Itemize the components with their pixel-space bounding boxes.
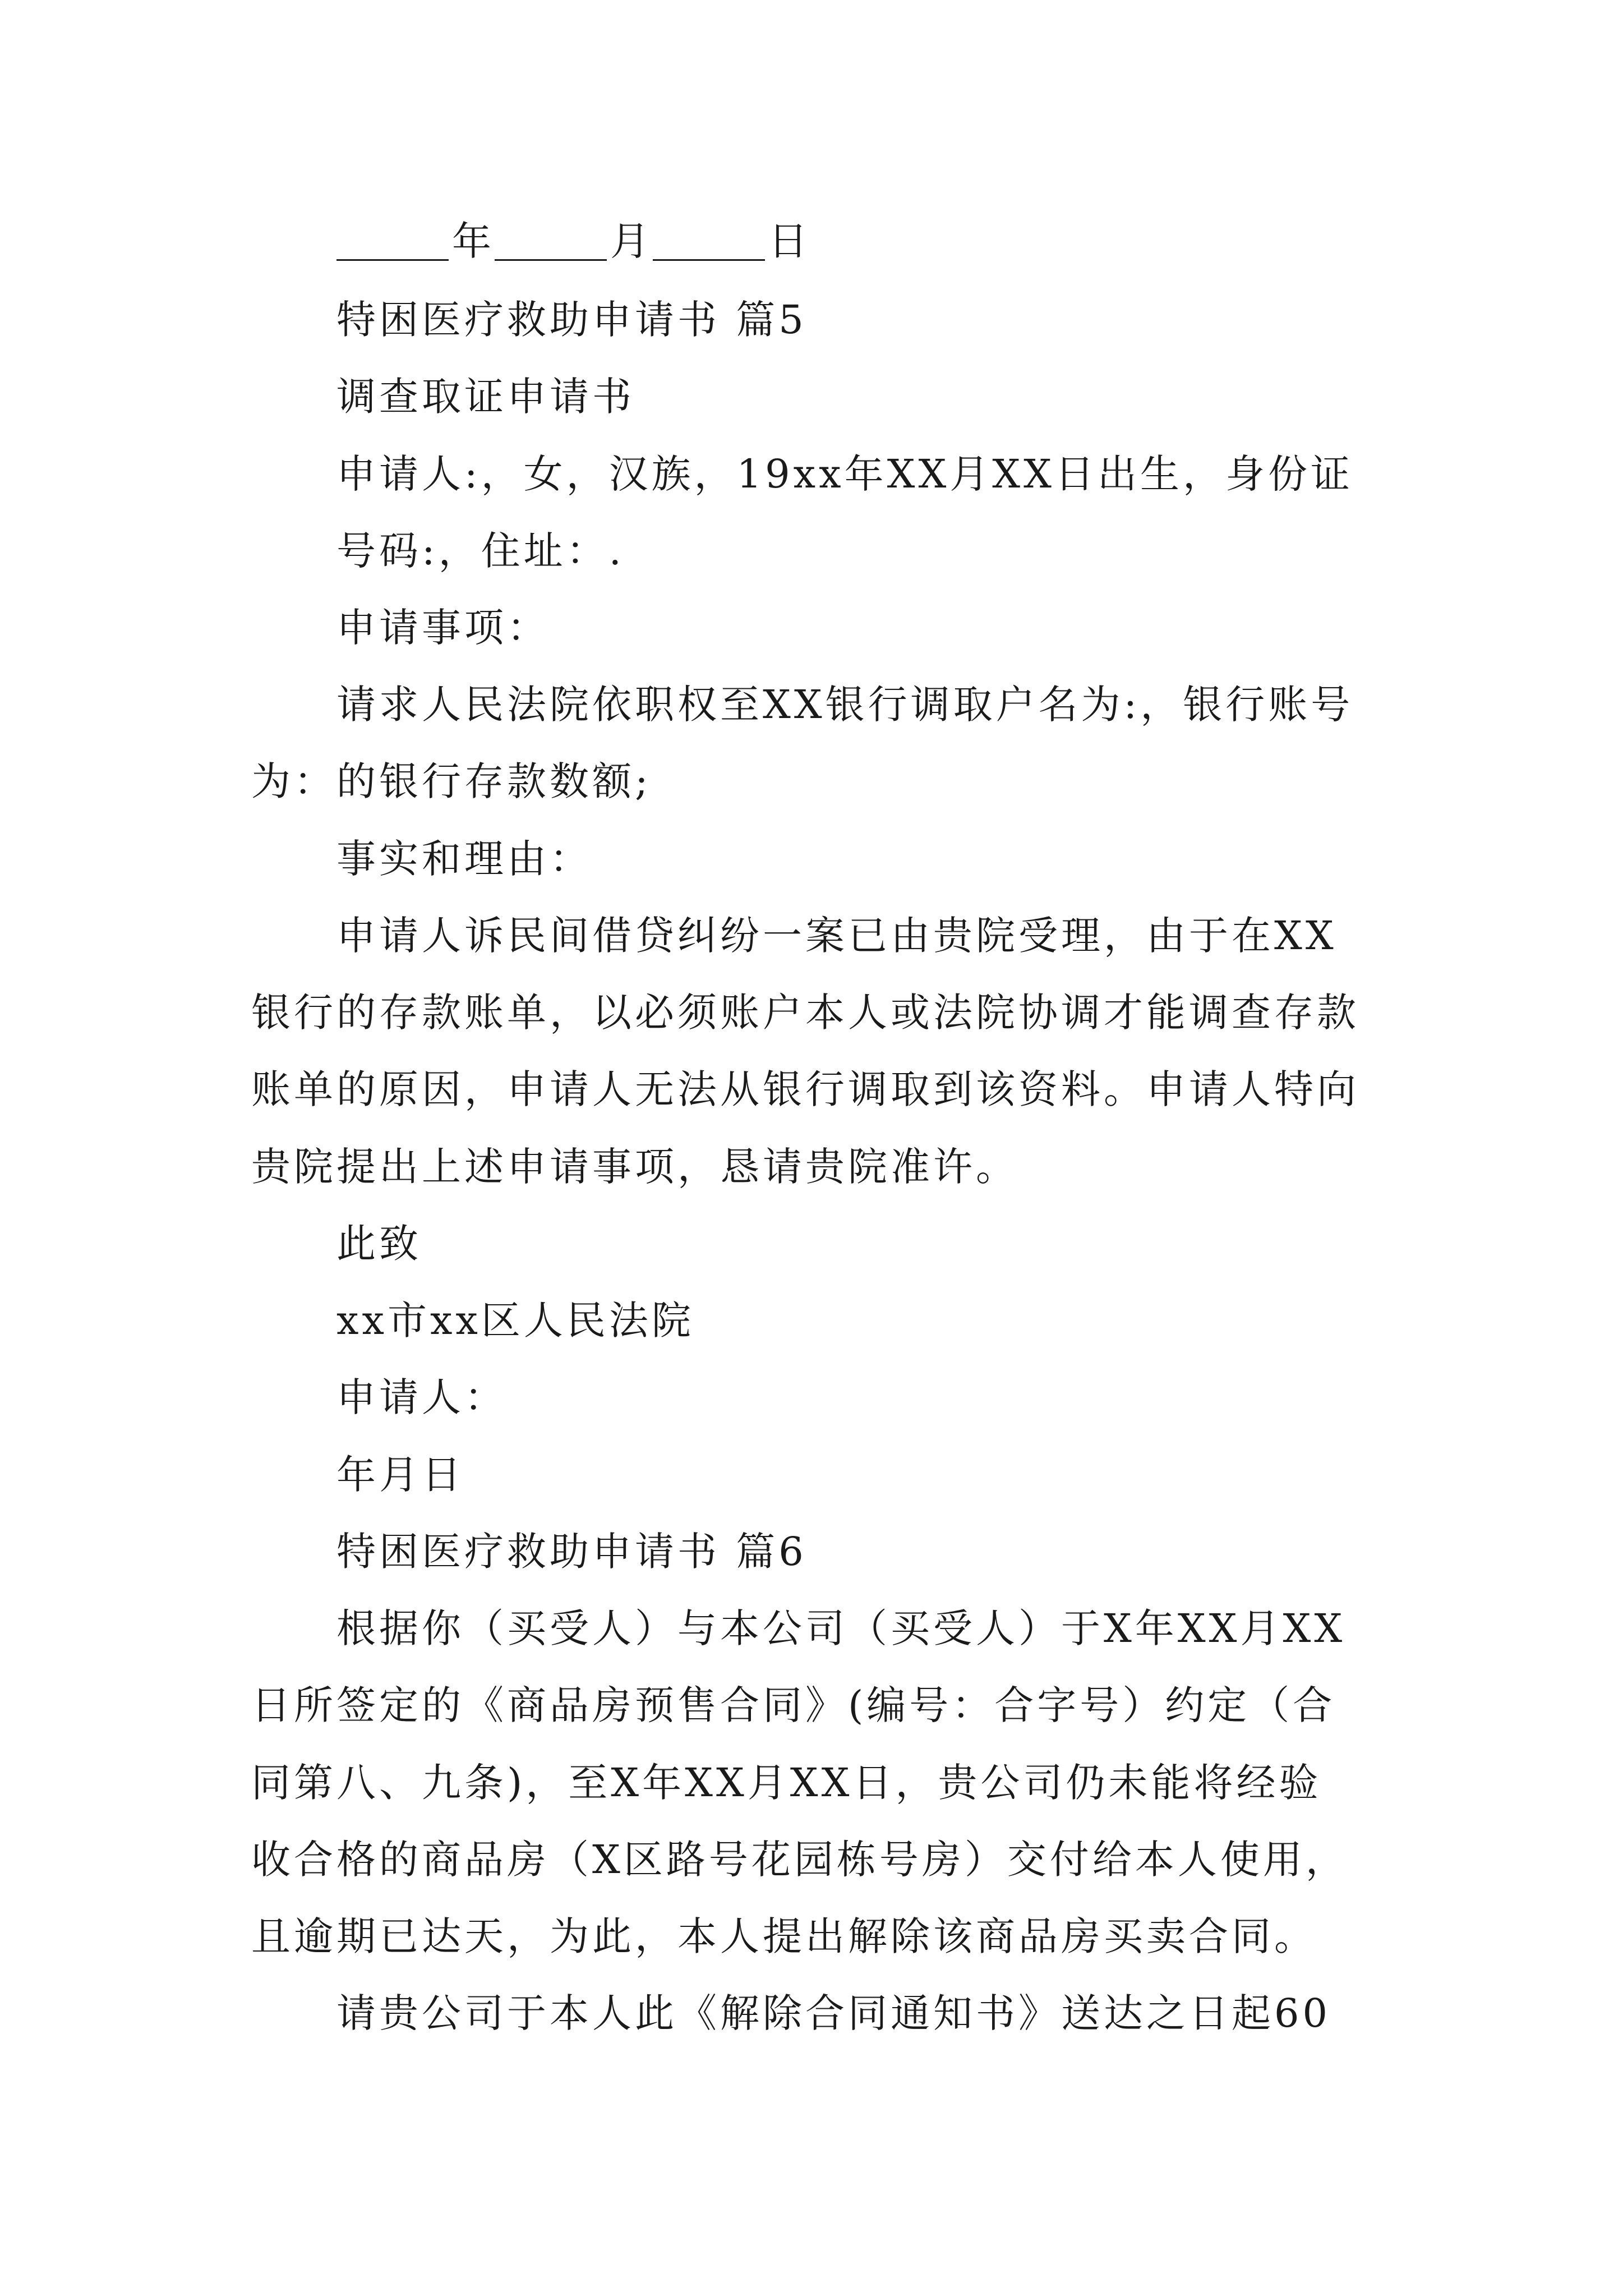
section-heading-5: 特困医疗救助申请书 篇5 (336, 297, 807, 343)
request-paragraph-line: 为：的银行存款数额; (251, 758, 652, 804)
facts-paragraph-line: 银行的存款账单，以必须账户本人或法院协调才能调查存款 (251, 990, 1359, 1036)
signature-date: 年月日 (336, 1452, 464, 1498)
id-address-line: 号码:，住址：. (336, 528, 625, 574)
year-label: 年 (452, 218, 491, 264)
notice-paragraph-line: 根据你（买受人）与本公司（买受人）于X年XX月XX (336, 1605, 1346, 1651)
notice-paragraph-line: 请贵公司于本人此《解除合同通知书》送达之日起60 (336, 1990, 1331, 2036)
document-title: 调查取证申请书 (336, 374, 635, 420)
facts-paragraph-line: 申请人诉民间借贷纠纷一案已由贵院受理，由于在XX (336, 913, 1337, 959)
notice-paragraph-line: 且逾期已达天，为此，本人提出解除该商品房买卖合同。 (251, 1913, 1317, 1959)
applicant-line: 申请人:，女，汉族，19xx年XX月XX日出生，身份证 (336, 451, 1353, 497)
request-paragraph-line: 请求人民法院依职权至XX银行调取户名为:，银行账号 (336, 682, 1354, 728)
request-heading: 申请事项： (336, 605, 550, 651)
day-label: 日 (768, 218, 808, 264)
facts-paragraph-line: 贵院提出上述申请事项，恳请贵院准许。 (251, 1144, 1018, 1190)
section-heading-6: 特困医疗救助申请书 篇6 (336, 1529, 807, 1575)
date-blank-line (336, 218, 808, 264)
month-blank (495, 222, 607, 261)
closing-salutation: 此致 (336, 1221, 422, 1267)
year-blank (336, 222, 449, 261)
facts-paragraph-line: 账单的原因，申请人无法从银行调取到该资料。申请人特向 (251, 1066, 1359, 1112)
month-label: 月 (610, 218, 649, 264)
notice-paragraph-line: 收合格的商品房（X区路号花园栋号房）交付给本人使用， (251, 1837, 1348, 1883)
day-blank (653, 222, 765, 261)
signature-applicant: 申请人： (336, 1374, 507, 1420)
facts-heading: 事实和理由： (336, 836, 592, 882)
notice-paragraph-line: 同第八、九条)，至X年XX月XX日，贵公司仍未能将经验 (251, 1760, 1322, 1806)
court-name: xx市xx区人民法院 (336, 1297, 694, 1343)
notice-paragraph-line: 日所签定的《商品房预售合同》(编号：合字号）约定（合 (251, 1682, 1336, 1728)
